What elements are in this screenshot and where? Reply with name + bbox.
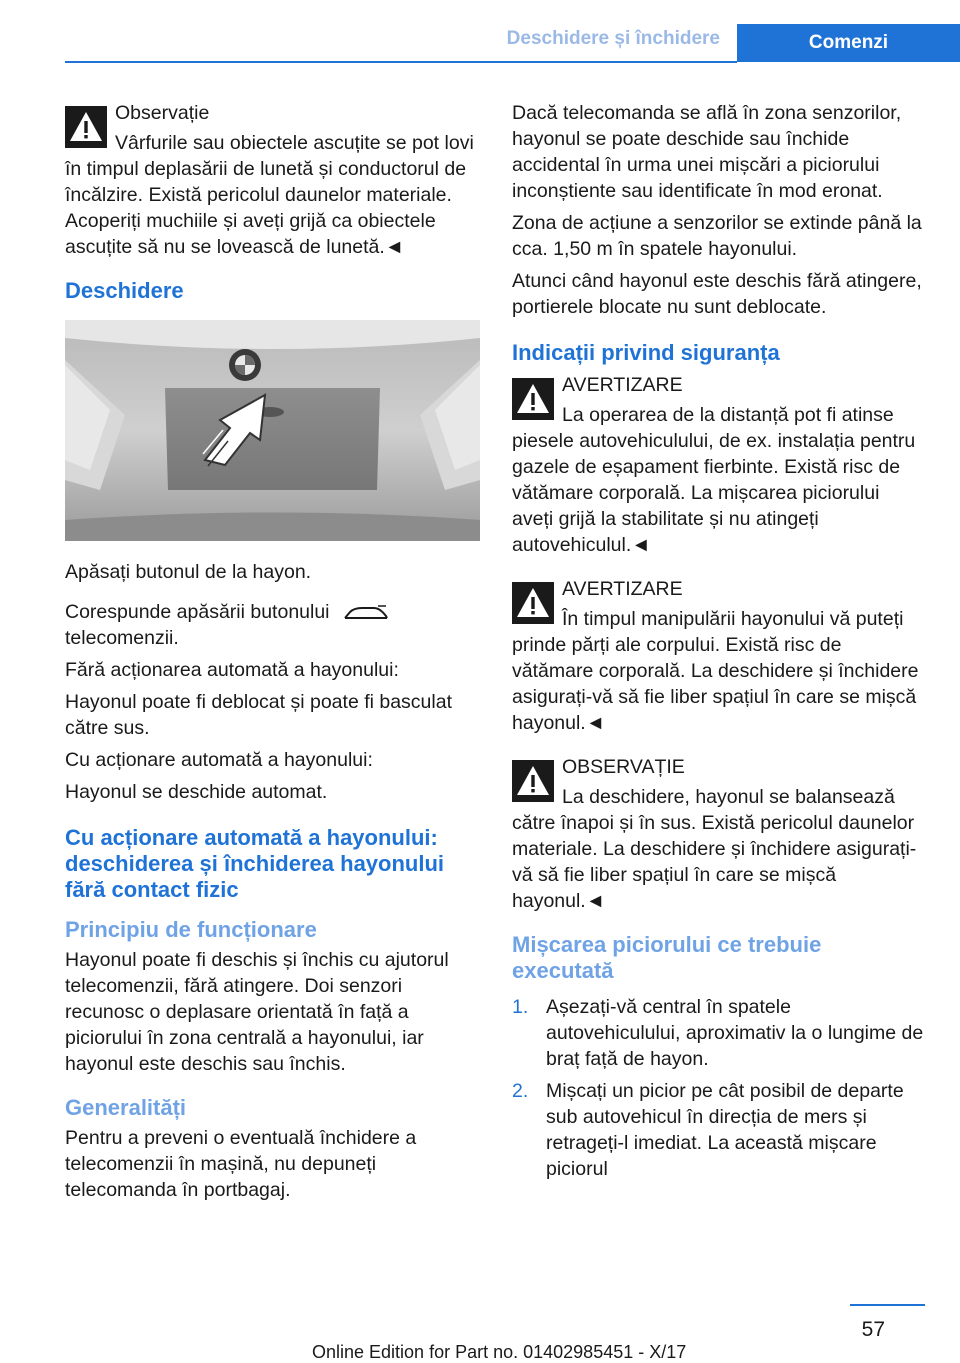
car-remote-tailgate-icon (342, 604, 390, 622)
list-item (512, 994, 926, 1072)
step-number: 2. (512, 1080, 529, 1102)
step-number: 1. (512, 996, 529, 1018)
heading-indicatii: Indicații privind siguranța (512, 340, 780, 365)
text-with-automatic: Cu acționare automată a hayonului: (65, 749, 373, 771)
text-principiu: Hayonul poate fi deschis și închis cu ajutorul telecomenzii, fără atingere. Doi senzori recunosc o deplasare orientată în față a piciorului în zona centrală a hayonului, iar hayonul este deschis sau închis. (65, 949, 449, 1075)
foot-movement-steps (512, 994, 926, 1182)
warning-triangle-icon (65, 106, 107, 148)
warning-note-2 (512, 576, 926, 736)
header-rule (65, 61, 737, 63)
warning-text-1: La operarea de la distanță pot fi atinse piesele autovehiculului, de ex. instalația pentru gazele de eșapament fierbinte. Există risc de vătămare corporală. La mișcarea piciorului aveți grijă la stabilitate și nu atingeți autovehiculul.◄ (512, 404, 916, 556)
text-sensor-zone: Zona de acțiune a senzorilor se extinde până la cca. 1,50 m în spatele hayonului. (512, 212, 922, 260)
warning-note-1 (512, 372, 926, 558)
text-without-automatic: Fără acționarea automată a hayonului: (65, 659, 399, 681)
right-column (512, 100, 926, 1188)
warning-title-1: AVERTIZARE (562, 374, 683, 396)
header-section-title: Deschidere și închidere (506, 28, 720, 49)
list-item (512, 1078, 926, 1182)
note-title: Observație (115, 102, 210, 124)
note-text: Vârfurile sau obiectele ascuțite se pot lovi în timpul deplasării de lunetă și conductorul de încălzire. Există pericolul daunelor materiale. Acoperiți muchiile și aveți grijă ca obiectele ascuțite să nu se lovească de lunetă.◄ (65, 132, 474, 258)
text-opens-automatically: Hayonul se deschide automat. (65, 781, 328, 803)
tailgate-button-photo (65, 320, 480, 541)
observation-note (65, 100, 480, 260)
footer-rule (850, 1304, 925, 1306)
warning-triangle-icon (512, 760, 554, 802)
text-doors-not-unlocked: Atunci când hayonul este deschis fără atingere, portierele blocate nu sunt deblocate. (512, 270, 922, 318)
text-corresponds-b: telecomenzii. (65, 627, 179, 649)
page-number: 57 (861, 1318, 885, 1341)
warning-triangle-icon (512, 378, 554, 420)
heading-deschidere: Deschidere (65, 278, 184, 303)
text-press-button: Apăsați butonul de la hayon. (65, 561, 312, 583)
step-text: Așezați-vă central în spatele autovehiculului, aproximativ la o lungime de braț față de hayon. (546, 996, 924, 1070)
heading-principiu: Principiu de funcționare (65, 917, 317, 942)
warning-title-2: AVERTIZARE (562, 578, 683, 600)
warning-triangle-icon (512, 582, 554, 624)
warning-text-3: La deschidere, hayonul se balansează către înapoi și în sus. Există pericolul daunelor materiale. La deschidere și închidere asigurați-vă să fie liber spațiul în care se mișcă hayonul.◄ (512, 786, 917, 912)
heading-contactless: Cu acționare automată a hayonului: deschiderea și închiderea hayonului fără contact fizic (65, 825, 445, 902)
text-corresponds (65, 599, 480, 651)
text-generalitati: Pentru a preveni o eventuală închidere a telecomenzii în mașină, nu depuneți telecomanda în portbagaj. (65, 1127, 417, 1201)
warning-text-2: În timpul manipulării hayonului vă puteți prinde părți ale corpului. Există risc de vătămare corporală. La deschidere și închidere asigurați-vă să fie liber spațiul în care se mișcă hayonul.◄ (512, 608, 919, 734)
step-text: Mișcați un picior pe cât posibil de departe sub autovehicul în direcția de mers și retrageți-l imediat. La această mișcare piciorul (546, 1080, 904, 1180)
left-column (65, 100, 480, 1209)
text-corresponds-a: Corespunde apăsării butonului (65, 601, 330, 623)
text-unlock-tilt: Hayonul poate fi deblocat și poate fi basculat către sus. (65, 691, 453, 739)
warning-title-3: OBSERVAȚIE (562, 756, 685, 778)
heading-miscarea: Mișcarea piciorului ce trebuie executată (512, 932, 822, 983)
page-header (0, 0, 960, 62)
edition-info: Online Edition for Part no. 01402985451 - X/17 (312, 1342, 687, 1362)
header-chapter-tab[interactable]: Comenzi (737, 24, 960, 62)
heading-generalitati: Generalități (65, 1095, 187, 1120)
observation-note-2 (512, 754, 926, 914)
text-remote-in-zone: Dacă telecomanda se află în zona senzorilor, hayonul se poate deschide sau închide accidental în urma unei mișcări a piciorului inconștiente sau identificate în mod eronat. (512, 102, 902, 202)
page-footer (0, 1290, 960, 1362)
